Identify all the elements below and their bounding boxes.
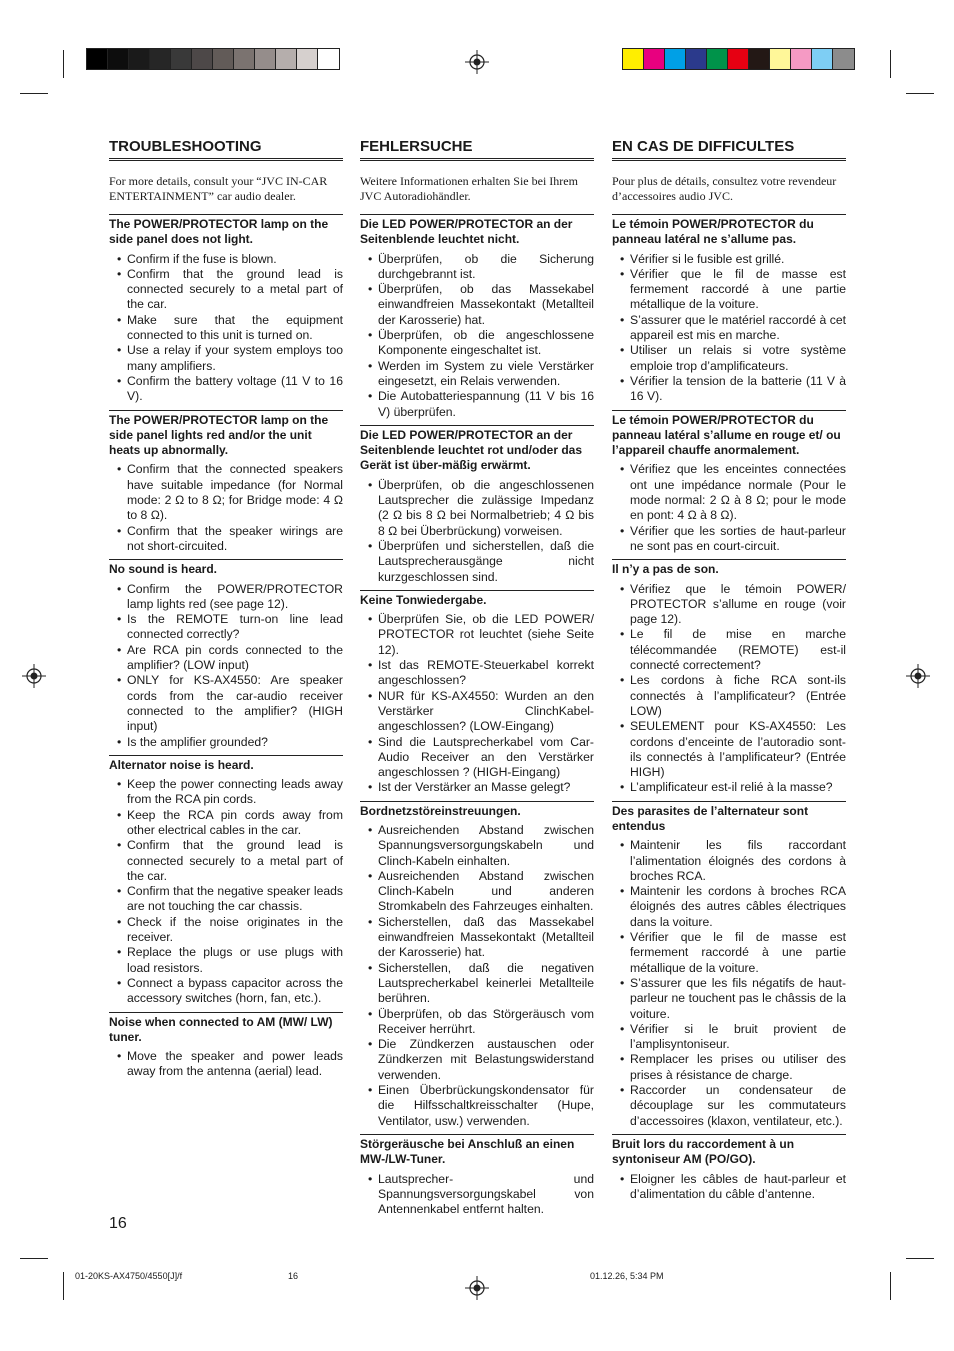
crop-mark xyxy=(906,93,934,94)
color-swatch xyxy=(644,49,665,69)
remedy-item: • Werden im System zu viele Verstärker eingesetzt, ein Relais verwenden. xyxy=(360,359,594,390)
remedy-item: • Sind die Lautsprecherkabel vom Car-Audio Receiver an den Verstärker angeschlossen ? (HIGH-Eingang) xyxy=(360,735,594,781)
remedy-item: • Überprüfen, ob das Massekabel einwandfreien Massekontakt (Metallteil der Karosserie) hat. xyxy=(360,282,594,328)
remedy-item: • SEULEMENT pour KS-AX4550: Les cordons d’enceinte de l’autoradio sont-ils connectés à l’amplificateur? (Entrée HIGH) xyxy=(612,719,846,780)
column-german xyxy=(360,138,594,1222)
remedy-item: • Ausreichenden Abstand zwischen Clinch-Kabeln und anderen Stromkabeln des Fahrzeuges einhalten. xyxy=(360,869,594,915)
problem-heading: No sound is heard. xyxy=(109,562,218,577)
remedy-list xyxy=(612,462,846,554)
remedy-list xyxy=(360,252,594,420)
crop-mark xyxy=(20,93,48,94)
problem-section xyxy=(109,410,343,555)
crop-mark xyxy=(906,1258,934,1259)
color-swatch xyxy=(276,49,297,69)
remedy-list xyxy=(612,252,846,405)
remedy-item: • Confirm that the ground lead is connected securely to a metal part of the car. xyxy=(109,838,343,884)
crop-mark xyxy=(63,1272,64,1300)
remedy-item: • Confirm the POWER/PROTECTOR lamp lights red (see page 12). xyxy=(109,582,343,613)
color-swatch xyxy=(150,49,171,69)
problem-heading: Le témoin POWER/PROTECTOR du panneau latéral s’allume en rouge et/ ou l’appareil chauffe anormalement. xyxy=(612,412,841,458)
remedy-item: • Vérifier si le bruit provient de l’amplisyntoniseur. xyxy=(612,1022,846,1053)
problem-section xyxy=(109,214,343,405)
problem-heading: Bordnetzstöreinstreuungen. xyxy=(360,803,521,818)
remedy-item: • Maintenir les cordons à broches RCA éloignés des autres câbles électriques dans la voiture. xyxy=(612,884,846,930)
problem-section xyxy=(360,590,594,796)
color-swatch xyxy=(171,49,192,69)
color-swatch xyxy=(192,49,213,69)
color-swatch xyxy=(318,49,339,69)
remedy-item: • ONLY for KS-AX4550: Are speaker cords from the car-audio receiver connected to the amplifier? (HIGH input) xyxy=(109,673,343,734)
color-swatch xyxy=(623,49,644,69)
remedy-item: • Vérifier si le fusible est grillé. xyxy=(612,252,846,267)
registration-mark-icon xyxy=(465,1276,489,1300)
remedy-item: • Maintenir les fils raccordant l’alimentation éloignés des cordons à broches RCA. xyxy=(612,838,846,884)
color-swatch xyxy=(213,49,234,69)
remedy-list xyxy=(612,838,846,1129)
remedy-item: • Überprüfen, ob die angeschlossenen Lautsprecher die zulässige Impedanz (2 Ω bis 8 Ω bei Normalbetrieb; 4 Ω bis 8 Ω bei Überbrückung) vorweisen. xyxy=(360,478,594,539)
remedy-item: • Sicherstellen, daß das Massekabel einwandfreien Massekontakt (Metallteil der Karosserie) hat. xyxy=(360,915,594,961)
remedy-item: • Is the amplifier grounded? xyxy=(109,735,343,750)
page-number: 16 xyxy=(109,1215,127,1232)
registration-mark-icon xyxy=(465,50,489,74)
problem-section xyxy=(109,755,343,1007)
remedy-list xyxy=(612,1172,846,1203)
remedy-item: • Vérifier que le fil de masse est fermement raccordé à une partie métallique de la voiture. xyxy=(612,267,846,313)
remedy-item: • Use a relay if your system employs too many amplifiers. xyxy=(109,343,343,374)
problem-heading: Alternator noise is heard. xyxy=(109,757,254,772)
problem-heading: Bruit lors du raccordement à un syntoniseur AM (PO/GO). xyxy=(612,1136,795,1167)
remedy-item: • NUR für KS-AX4550: Wurden an den Verstärker ClinchKabel-angeschlossen? (LOW-Eingang) xyxy=(360,689,594,735)
remedy-item: • Die Zündkerzen austauschen oder Zündkerzen mit Belastungswiderstand verwenden. xyxy=(360,1037,594,1083)
remedy-item: • Überprüfen, ob die Sicherung durchgebrannt ist. xyxy=(360,252,594,283)
remedy-item: • Vérifiez que le témoin POWER/ PROTECTOR s’allume en rouge (voir page 12). xyxy=(612,582,846,628)
color-swatch xyxy=(87,49,108,69)
remedy-item: • S’assurer que les fils négatifs de haut-parleur ne touchent pas le châssis de la voiture. xyxy=(612,976,846,1022)
problem-heading: Des parasites de l’alternateur sont entendus xyxy=(612,803,809,833)
remedy-item: • Replace the plugs or use plugs with load resistors. xyxy=(109,945,343,976)
remedy-list xyxy=(109,462,343,554)
color-swatch xyxy=(234,49,255,69)
section-title: EN CAS DE DIFFICULTES xyxy=(612,138,846,161)
remedy-list xyxy=(360,612,594,796)
color-swatch xyxy=(770,49,791,69)
footer-timestamp: 01.12.26, 5:34 PM xyxy=(590,1271,664,1281)
problem-section xyxy=(109,559,343,750)
remedy-item: • Überprüfen Sie, ob die LED POWER/ PROTECTOR rot leuchtet (siehe Seite 12). xyxy=(360,612,594,658)
remedy-item: • L’amplificateur est-il relié à la masse? xyxy=(612,780,846,795)
problem-section xyxy=(360,214,594,420)
grayscale-calibration-bar xyxy=(86,48,340,70)
color-swatch xyxy=(255,49,276,69)
remedy-item: • Connect a bypass capacitor across the accessory switches (horn, fan, etc.). xyxy=(109,976,343,1007)
remedy-item: • Überprüfen, ob die angeschlossene Komponente eingeschaltet ist. xyxy=(360,328,594,359)
remedy-item: • Lautsprecher- und Spannungsversorgungskabel von Antennenkabel entfernt halten. xyxy=(360,1172,594,1218)
remedy-item: • Make sure that the equipment connected to this unit is turned on. xyxy=(109,313,343,344)
color-swatch xyxy=(297,49,318,69)
problem-heading: Die LED POWER/PROTECTOR an der Seitenblende leuchtet rot und/oder das Gerät ist über-mäßig erwärmt. xyxy=(360,427,583,473)
remedy-item: • Vérifier la tension de la batterie (11 V à 16 V). xyxy=(612,374,846,405)
remedy-item: • Confirm that the speaker wirings are not short-circuited. xyxy=(109,524,343,555)
problem-section xyxy=(360,801,594,1129)
remedy-item: • Raccorder un condensateur de découplage sur les commutateurs d’accessoires (klaxon, ventilateur, etc.). xyxy=(612,1083,846,1129)
remedy-list xyxy=(109,252,343,405)
remedy-item: • Ist das REMOTE-Steuerkabel korrekt angeschlossen? xyxy=(360,658,594,689)
remedy-item: • Les cordons à fiche RCA sont-ils connectés à l’amplificateur? (Entrée LOW) xyxy=(612,673,846,719)
remedy-item: • Sicherstellen, daß die negativen Lautsprecherkabel keinerlei Metallteile berühren. xyxy=(360,961,594,1007)
intro-text: For more details, consult your “JVC IN-CAR ENTERTAINMENT” car audio dealer. xyxy=(109,174,328,203)
crop-mark xyxy=(890,1272,891,1300)
remedy-list xyxy=(109,582,343,750)
remedy-item: • Einen Überbrückungskondensator für die Hilfsschaltkreisschalter (Hupe, Ventilator, usw.) verwenden. xyxy=(360,1083,594,1129)
footer-page-number: 16 xyxy=(288,1271,299,1281)
problem-section xyxy=(612,410,846,555)
registration-mark-icon xyxy=(906,664,930,688)
remedy-item: • Eloigner les câbles de haut-parleur et d’alimentation du câble d’antenne. xyxy=(612,1172,846,1203)
crop-mark xyxy=(890,50,891,78)
remedy-item: • Confirm that the negative speaker leads are not touching the car chassis. xyxy=(109,884,343,915)
remedy-item: • Confirm that the ground lead is connected securely to a metal part of the car. xyxy=(109,267,343,313)
problem-heading: Keine Tonwiedergabe. xyxy=(360,592,487,607)
column-english xyxy=(109,138,343,1085)
remedy-item: • Keep the power connecting leads away from the RCA pin cords. xyxy=(109,777,343,808)
remedy-item: • Confirm if the fuse is blown. xyxy=(109,252,343,267)
remedy-list xyxy=(109,777,343,1006)
color-calibration-bar xyxy=(622,48,855,70)
remedy-item: • Vérifiez que les enceintes connectées ont une impédance normale (Pour le mode normal: 2 Ω à 8 Ω; pour le mode en pont: 4 Ω à 8 Ω). xyxy=(612,462,846,523)
remedy-list xyxy=(360,823,594,1129)
remedy-item: • Ausreichenden Abstand zwischen Spannungsversorgungskabeln und Clinch-Kabeln einhalten. xyxy=(360,823,594,869)
intro-text: Pour plus de détails, consultez votre revendeur d’accessoires audio JVC. xyxy=(612,174,837,203)
remedy-item: • Is the REMOTE turn-on line lead connected correctly? xyxy=(109,612,343,643)
remedy-item: • Confirm that the connected speakers have suitable impedance (for Normal mode: 2 Ω to 8 Ω; for Bridge mode: 4 Ω to 8 Ω). xyxy=(109,462,343,523)
color-swatch xyxy=(707,49,728,69)
color-swatch xyxy=(665,49,686,69)
problem-heading: The POWER/PROTECTOR lamp on the side panel does not light. xyxy=(109,217,329,247)
problem-heading: Noise when connected to AM (MW/ LW) tuner. xyxy=(109,1014,333,1044)
remedy-item: • Die Autobatteriespannung (11 V bis 16 V) überprüfen. xyxy=(360,389,594,420)
remedy-item: • Are RCA pin cords connected to the amplifier? (LOW input) xyxy=(109,643,343,674)
remedy-item: • Confirm the battery voltage (11 V to 16 V). xyxy=(109,374,343,405)
crop-mark xyxy=(20,1258,48,1259)
remedy-list xyxy=(360,1172,594,1218)
color-swatch xyxy=(129,49,150,69)
remedy-item: • Überprüfen und sicherstellen, daß die Lautsprecherausgänge nicht kurzgeschlossen sind. xyxy=(360,539,594,585)
footer-file-name: 01-20KS-AX4750/4550[J]/f xyxy=(75,1271,183,1281)
section-title: FEHLERSUCHE xyxy=(360,138,594,161)
remedy-list xyxy=(109,1049,343,1080)
registration-mark-icon xyxy=(22,664,46,688)
problem-section xyxy=(612,1134,846,1202)
problem-section xyxy=(360,1134,594,1217)
remedy-item: • Le fil de mise en marche télécommandée (REMOTE) est-il connecté correctement? xyxy=(612,627,846,673)
color-swatch xyxy=(108,49,129,69)
remedy-list xyxy=(360,478,594,585)
problem-section xyxy=(612,214,846,405)
problem-heading: The POWER/PROTECTOR lamp on the side panel lights red and/or the unit heats up abnormally. xyxy=(109,412,329,458)
color-swatch xyxy=(728,49,749,69)
problem-heading: Le témoin POWER/PROTECTOR du panneau latéral ne s’allume pas. xyxy=(612,217,814,247)
problem-section xyxy=(109,1012,343,1080)
problem-section xyxy=(612,559,846,795)
color-swatch xyxy=(749,49,770,69)
section-title: TROUBLESHOOTING xyxy=(109,138,343,161)
problem-section xyxy=(612,801,846,1129)
color-swatch xyxy=(686,49,707,69)
problem-heading: Störgeräusche bei Anschluß an einen MW-/LW-Tuner. xyxy=(360,1136,575,1167)
intro-text: Weitere Informationen erhalten Sie bei Ihrem JVC Autoradiohändler. xyxy=(360,174,578,203)
problem-heading: Il n’y a pas de son. xyxy=(612,562,719,577)
problem-section xyxy=(360,425,594,585)
column-french xyxy=(612,138,846,1207)
remedy-item: • Überprüfen, ob das Störgeräusch vom Receiver herrührt. xyxy=(360,1007,594,1038)
remedy-item: • Ist der Verstärker an Masse gelegt? xyxy=(360,780,594,795)
remedy-item: • S’assurer que le matériel raccordé à cet appareil est mis en marche. xyxy=(612,313,846,344)
problem-heading: Die LED POWER/PROTECTOR an der Seitenblende leuchtet nicht. xyxy=(360,217,573,247)
remedy-item: • Vérifier que le fil de masse est fermement raccordé à une partie métallique de la voiture. xyxy=(612,930,846,976)
color-swatch xyxy=(791,49,812,69)
crop-mark xyxy=(63,50,64,78)
remedy-item: • Check if the noise originates in the receiver. xyxy=(109,915,343,946)
color-swatch xyxy=(812,49,833,69)
color-swatch xyxy=(833,49,854,69)
remedy-item: • Keep the RCA pin cords away from other electrical cables in the car. xyxy=(109,808,343,839)
remedy-list xyxy=(612,582,846,796)
remedy-item: • Remplacer les prises ou utiliser des prises à résistance de charge. xyxy=(612,1052,846,1083)
remedy-item: • Move the speaker and power leads away from the antenna (aerial) lead. xyxy=(109,1049,343,1080)
remedy-item: • Vérifier que les sorties de haut-parleur ne sont pas en court-circuit. xyxy=(612,524,846,555)
remedy-item: • Utiliser un relais si votre système emploie trop d’amplificateurs. xyxy=(612,343,846,374)
